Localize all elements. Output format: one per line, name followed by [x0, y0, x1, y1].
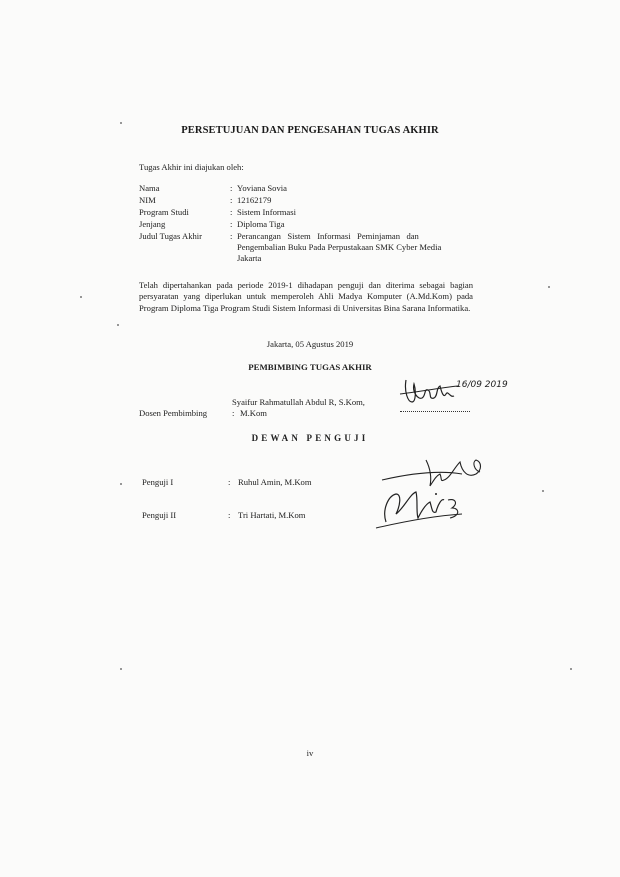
field-label-program-studi: Program Studi	[139, 207, 189, 217]
place-date: Jakarta, 05 Agustus 2019	[266, 339, 354, 349]
supervisor-heading: PEMBIMBING TUGAS AKHIR	[248, 362, 372, 372]
supervisor-name-line2: M.Kom	[240, 408, 267, 418]
supervisor-signature	[398, 372, 508, 412]
field-colon: :	[230, 231, 233, 241]
field-value-judul-line2: Pengembalian Buku Pada Perpustakaan SMK Cyber Media	[237, 242, 442, 252]
scan-speck	[120, 668, 122, 670]
statement-paragraph: Telah dipertahankan pada periode 2019-1 dihadapan penguji dan diterima sebagai bagian persyaratan yang diperlukan untuk memperoleh Ahli Madya Komputer (A.Md.Kom) pada Program Diploma Tiga Program Studi Sistem Informasi di Universitas Bina Sarana Informatika.	[139, 280, 473, 313]
field-label-judul: Judul Tugas Akhir	[139, 231, 203, 241]
supervisor-name-line1: Syaifur Rahmatullah Abdul R, S.Kom,	[232, 397, 365, 407]
field-colon: :	[230, 219, 233, 229]
scan-speck	[542, 490, 544, 492]
field-colon: :	[232, 408, 235, 418]
field-colon: :	[228, 477, 231, 487]
field-label-jenjang: Jenjang	[139, 219, 166, 229]
field-label-nama: Nama	[139, 183, 160, 193]
page-title: PERSETUJUAN DAN PENGESAHAN TUGAS AKHIR	[181, 125, 439, 136]
field-label-nim: NIM	[139, 195, 156, 205]
supervisor-signature-date: 16/09 2019	[456, 380, 508, 390]
scan-speck	[120, 122, 122, 124]
field-value-nim: 12162179	[237, 195, 272, 205]
examiner-2-role: Penguji II	[142, 510, 177, 520]
scan-speck	[120, 483, 122, 485]
field-value-program-studi: Sistem Informasi	[237, 207, 296, 217]
scan-speck	[548, 286, 550, 288]
page-number: iv	[306, 748, 314, 758]
field-value-judul-line3: Jakarta	[237, 253, 262, 263]
examiner-1-name: Ruhul Amin, M.Kom	[238, 477, 312, 487]
field-value-jenjang: Diploma Tiga	[237, 219, 285, 229]
examiners-heading: DEWAN PENGUJI	[251, 433, 369, 443]
field-colon: :	[230, 195, 233, 205]
field-colon: :	[230, 183, 233, 193]
supervisor-role: Dosen Pembimbing	[139, 408, 208, 418]
examiner-2-name: Tri Hartati, M.Kom	[238, 510, 306, 520]
field-value-nama: Yoviana Sovia	[237, 183, 287, 193]
intro-text: Tugas Akhir ini diajukan oleh:	[139, 162, 244, 172]
examiner-2-signature	[372, 484, 472, 534]
scan-speck	[117, 324, 119, 326]
examiner-1-role: Penguji I	[142, 477, 174, 487]
scan-speck	[570, 668, 572, 670]
field-colon: :	[230, 207, 233, 217]
field-colon: :	[228, 510, 231, 520]
field-value-judul-line1: Perancangan Sistem Informasi Peminjaman dan	[237, 231, 419, 241]
scan-speck	[80, 296, 82, 298]
